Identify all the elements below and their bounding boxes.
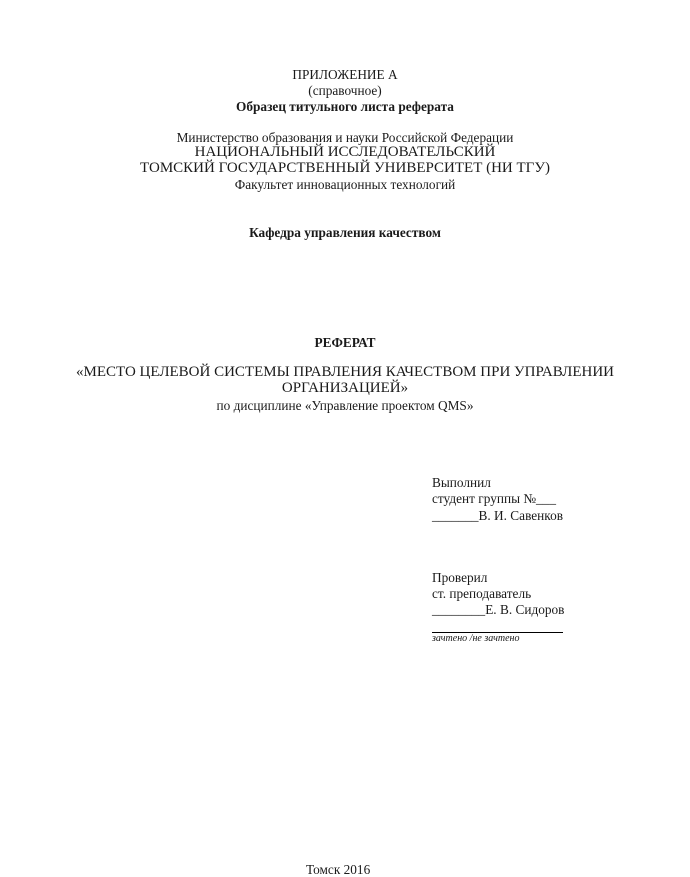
work-title-line-1: «МЕСТО ЦЕЛЕВОЙ СИСТЕМЫ ПРАВЛЕНИЯ КАЧЕСТВОМ ПРИ УПРАВЛЕНИИ	[75, 364, 614, 380]
university-line-1: НАЦИОНАЛЬНЫЙ ИССЛЕДОВАТЕЛЬСКИЙ	[194, 144, 496, 160]
work-type: РЕФЕРАТ	[314, 335, 376, 350]
grade-note: зачтено /не зачтено	[432, 633, 520, 644]
department-name: Кафедра управления качеством	[249, 225, 441, 240]
ministry-name: Министерство образования и науки Российской Федерации	[176, 130, 514, 145]
faculty-name: Факультет инновационных технологий	[234, 177, 456, 192]
work-discipline: по дисциплине «Управление проектом QMS»	[216, 398, 474, 413]
city-year: Томск 2016	[306, 862, 371, 877]
author-signature-line: _______В. И. Савенков	[432, 508, 564, 523]
appendix-heading: ПРИЛОЖЕНИЕ А	[292, 67, 398, 82]
author-group: студент группы №___	[432, 491, 556, 506]
appendix-note: (справочное)	[308, 83, 382, 98]
author-label: Выполнил	[432, 475, 491, 490]
university-line-2: ТОМСКИЙ ГОСУДАРСТВЕННЫЙ УНИВЕРСИТЕТ (НИ ТГУ)	[140, 160, 550, 176]
reviewer-position: ст. преподаватель	[432, 586, 532, 601]
appendix-title: Образец титульного листа реферата	[236, 99, 454, 114]
work-title-line-2: ОРГАНИЗАЦИЕЙ»	[281, 380, 409, 396]
reviewer-signature-line: ________Е. В. Сидоров	[432, 602, 565, 617]
reviewer-label: Проверил	[432, 570, 488, 585]
